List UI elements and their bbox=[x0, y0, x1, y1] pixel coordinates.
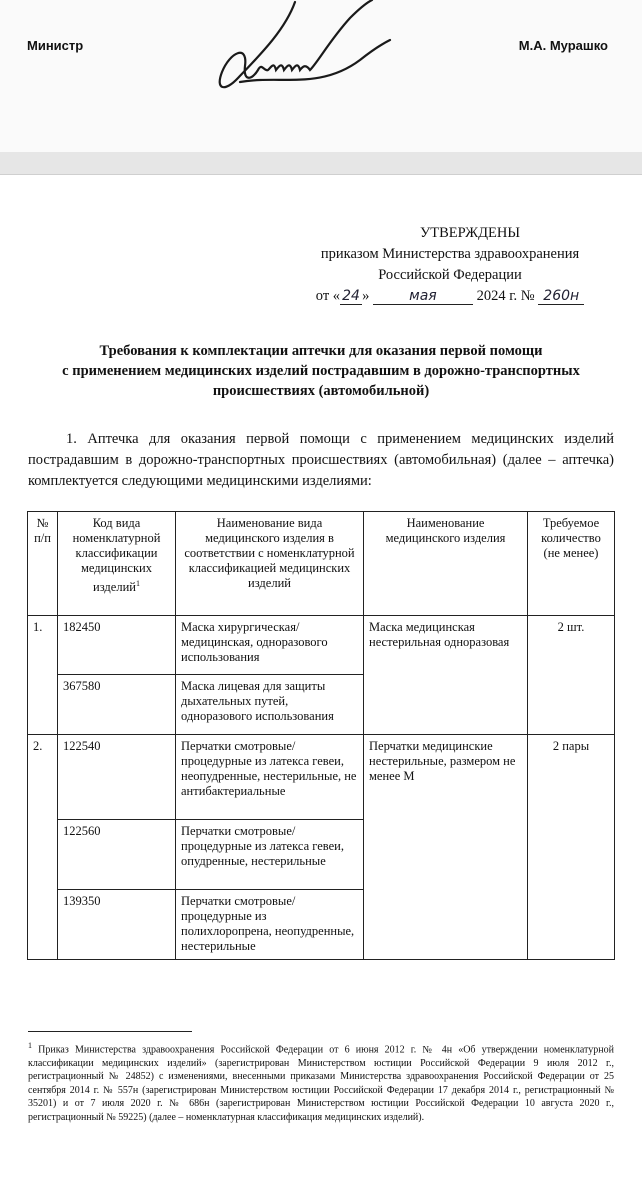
date-day: 24 bbox=[340, 288, 362, 305]
approval-line2: Российской Федерации bbox=[378, 267, 522, 283]
row-kind: Перчатки смотровые/ процедурные из латекса гевеи, неопудренные, нестерильные, не антибактериальные bbox=[176, 735, 364, 820]
order-number: 260н bbox=[538, 288, 584, 305]
table-row bbox=[28, 735, 615, 820]
approval-date-line bbox=[300, 286, 600, 307]
row-name: Маска медицинская нестерильная одноразовая bbox=[364, 616, 528, 735]
footnote-divider bbox=[28, 1031, 192, 1032]
approval-block bbox=[300, 223, 600, 307]
row-name: Перчатки медицинские нестерильные, размером не менее М bbox=[364, 735, 528, 960]
row-code: 122540 bbox=[58, 735, 176, 820]
approval-title: УТВЕРЖДЕНЫ bbox=[419, 225, 521, 241]
row-code: 122560 bbox=[58, 820, 176, 890]
signer-role: Министр bbox=[27, 38, 84, 53]
approval-line1: приказом Министерства здравоохранения bbox=[320, 246, 580, 262]
header-qty: Требуемое количество (не менее) bbox=[528, 512, 615, 616]
medical-items-table bbox=[27, 511, 615, 960]
intro-paragraph bbox=[28, 429, 614, 492]
table-row bbox=[28, 616, 615, 675]
header-code bbox=[58, 512, 176, 616]
date-prefix: от « bbox=[315, 288, 341, 304]
header-code-text: Код вида номенклатурной классификации медицинских изделий bbox=[72, 516, 161, 595]
row-code: 139350 bbox=[58, 890, 176, 960]
document-page bbox=[0, 174, 642, 1201]
table-header-row bbox=[28, 512, 615, 616]
date-month: мая bbox=[373, 288, 473, 305]
title-line3: происшествиях (автомобильной) bbox=[212, 383, 430, 399]
row-kind: Маска лицевая для защиты дыхательных путей, одноразового использования bbox=[176, 675, 364, 735]
title-line1: Требования к комплектации аптечки для оказания первой помощи bbox=[99, 343, 543, 359]
handwritten-signature bbox=[200, 0, 400, 120]
page-gap bbox=[0, 152, 642, 176]
row-code: 367580 bbox=[58, 675, 176, 735]
title-line2: с применением медицинских изделий пострадавшим в дорожно-транспортных bbox=[62, 363, 580, 379]
footnote-ref: 1 bbox=[135, 579, 140, 588]
footnote bbox=[28, 1039, 614, 1124]
row-kind: Маска хирургическая/ медицинская, одноразового использования bbox=[176, 616, 364, 675]
header-num: № п/п bbox=[28, 512, 58, 616]
footnote-mark: 1 bbox=[28, 1041, 32, 1050]
row-kind: Перчатки смотровые/ процедурные из полихлоропрена, неопудренные, нестерильные bbox=[176, 890, 364, 960]
row-kind: Перчатки смотровые/ процедурные из латекса гевеи, опудренные, нестерильные bbox=[176, 820, 364, 890]
signer-name: М.А. Мурашко bbox=[518, 38, 608, 53]
row-qty: 2 пары bbox=[528, 735, 615, 960]
footnote-text: Приказ Министерства здравоохранения Российской Федерации от 6 июня 2012 г. № 4н «Об утверждении номенклатурной классификации медицинских изделий» (зарегистрирован Министерством юстиции Российской Федерации 9 июля 2012 г., регистрационный № 24852) с изменениями, внесенными приказами Министерства здравоохранения Российской Федерации от 25 сентября 2014 г. № 557н (зарегистрирован Министерством юстиции Российской Федерации 17 декабря 2014 г., регистрационный № 35201) и от 7 июля 2020 г. № 686н (зарегистрирован Министерством юстиции Российской Федерации 10 августа 2020 г., регистрационный № 59225) (далее – номенклатурная классификация медицинских изделий). bbox=[28, 1044, 614, 1123]
header-kind: Наименование вида медицинского изделия в соответствии с номенклатурной классификацией медицинских изделий bbox=[176, 512, 364, 616]
row-qty: 2 шт. bbox=[528, 616, 615, 735]
row-num: 1. bbox=[28, 616, 58, 735]
date-year-number: 2024 г. № bbox=[476, 288, 535, 304]
row-num: 2. bbox=[28, 735, 58, 960]
row-code: 182450 bbox=[58, 616, 176, 675]
previous-page-fragment bbox=[0, 0, 642, 152]
date-quote-close: » bbox=[362, 288, 370, 304]
intro-paragraph-text: 1. Аптечка для оказания первой помощи с применением медицинских изделий пострадавшим в дорожно-транспортных происшествиях (автомобильная) (далее – аптечка) комплектуется следующими медицинскими изделиями: bbox=[28, 431, 614, 489]
header-name: Наименование медицинского изделия bbox=[364, 512, 528, 616]
document-title bbox=[10, 341, 632, 401]
